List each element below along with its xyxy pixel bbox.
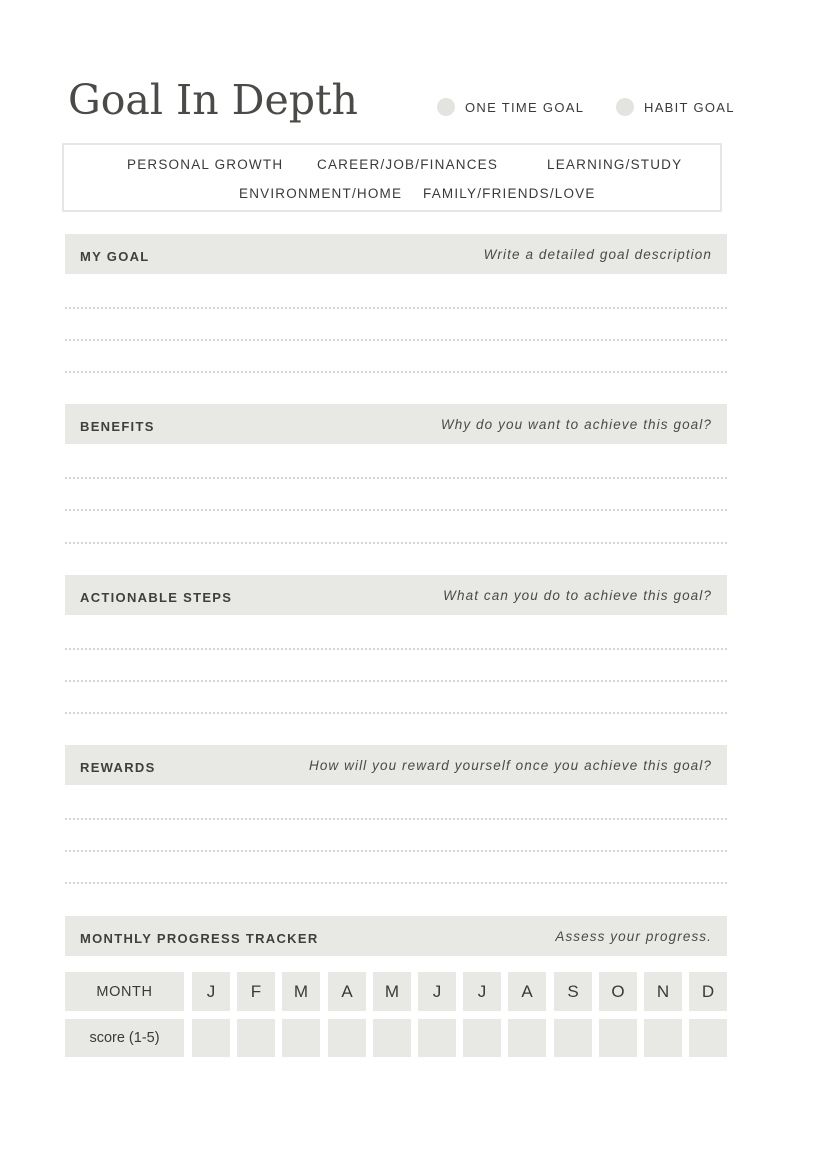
my-goal-line-1[interactable] (65, 307, 727, 309)
actionable-steps-line-2[interactable] (65, 680, 727, 682)
benefits-title: BENEFITS (80, 418, 155, 434)
page-title: Goal In Depth (68, 76, 358, 124)
tracker-score-cell[interactable] (328, 1019, 366, 1057)
rewards-title: REWARDS (80, 759, 156, 775)
category-environment-home[interactable]: ENVIRONMENT/HOME (239, 186, 403, 201)
rewards-prompt: How will you reward yourself once you achieve this goal? (308, 757, 712, 773)
tracker-score-label: score (1-5) (65, 1019, 184, 1057)
tracker-month-cell: A (508, 972, 546, 1011)
actionable-steps-line-1[interactable] (65, 648, 727, 650)
tracker-month-cell: F (237, 972, 275, 1011)
tracker-month-cell: J (418, 972, 456, 1011)
tracker-month-label: MONTH (65, 972, 184, 1011)
rewards-line-2[interactable] (65, 850, 727, 852)
tracker-month-cell: J (192, 972, 230, 1011)
progress-tracker-prompt: Assess your progress. (555, 928, 712, 944)
rewards-line-3[interactable] (65, 882, 727, 884)
actionable-steps-prompt: What can you do to achieve this goal? (443, 587, 712, 603)
tracker-score-cell[interactable] (463, 1019, 501, 1057)
actionable-steps-line-3[interactable] (65, 712, 727, 714)
habit-goal-option[interactable] (616, 98, 735, 116)
rewards-header (65, 745, 727, 785)
tracker-score-cell[interactable] (599, 1019, 637, 1057)
tracker-month-cell: O (599, 972, 637, 1011)
category-personal-growth[interactable]: PERSONAL GROWTH (127, 157, 284, 172)
tracker-score-cell[interactable] (237, 1019, 275, 1057)
tracker-score-cell[interactable] (192, 1019, 230, 1057)
tracker-score-cell[interactable] (373, 1019, 411, 1057)
tracker-month-cell: M (373, 972, 411, 1011)
progress-tracker-title: MONTHLY PROGRESS TRACKER (80, 930, 319, 946)
habit-goal-label: HABIT GOAL (644, 99, 735, 115)
progress-tracker-header (65, 916, 727, 956)
actionable-steps-header (65, 575, 727, 615)
category-box (62, 143, 722, 212)
tracker-score-cell[interactable] (282, 1019, 320, 1057)
one-time-goal-radio[interactable] (437, 98, 455, 116)
my-goal-line-3[interactable] (65, 371, 727, 373)
tracker-score-cell[interactable] (554, 1019, 592, 1057)
tracker-month-cell: M (282, 972, 320, 1011)
benefits-line-3[interactable] (65, 542, 727, 544)
my-goal-line-2[interactable] (65, 339, 727, 341)
one-time-goal-option[interactable] (437, 98, 584, 116)
my-goal-title: MY GOAL (80, 248, 150, 264)
actionable-steps-title: ACTIONABLE STEPS (80, 589, 233, 605)
tracker-month-cell: D (689, 972, 727, 1011)
tracker-month-cell: S (554, 972, 592, 1011)
tracker-score-cell[interactable] (418, 1019, 456, 1057)
tracker-month-cell: A (328, 972, 366, 1011)
rewards-line-1[interactable] (65, 818, 727, 820)
category-learning-study[interactable]: LEARNING/STUDY (547, 157, 683, 172)
my-goal-prompt: Write a detailed goal description (483, 246, 712, 262)
category-family-friends-love[interactable]: FAMILY/FRIENDS/LOVE (423, 186, 596, 201)
category-career-job-finances[interactable]: CAREER/JOB/FINANCES (317, 157, 499, 172)
tracker-score-cell[interactable] (689, 1019, 727, 1057)
tracker-month-cell: J (463, 972, 501, 1011)
benefits-line-2[interactable] (65, 509, 727, 511)
benefits-line-1[interactable] (65, 477, 727, 479)
tracker-score-cell[interactable] (508, 1019, 546, 1057)
tracker-score-cell[interactable] (644, 1019, 682, 1057)
benefits-header (65, 404, 727, 444)
my-goal-header (65, 234, 727, 274)
benefits-prompt: Why do you want to achieve this goal? (440, 416, 712, 432)
tracker-month-cell: N (644, 972, 682, 1011)
habit-goal-radio[interactable] (616, 98, 634, 116)
one-time-goal-label: ONE TIME GOAL (465, 99, 585, 115)
